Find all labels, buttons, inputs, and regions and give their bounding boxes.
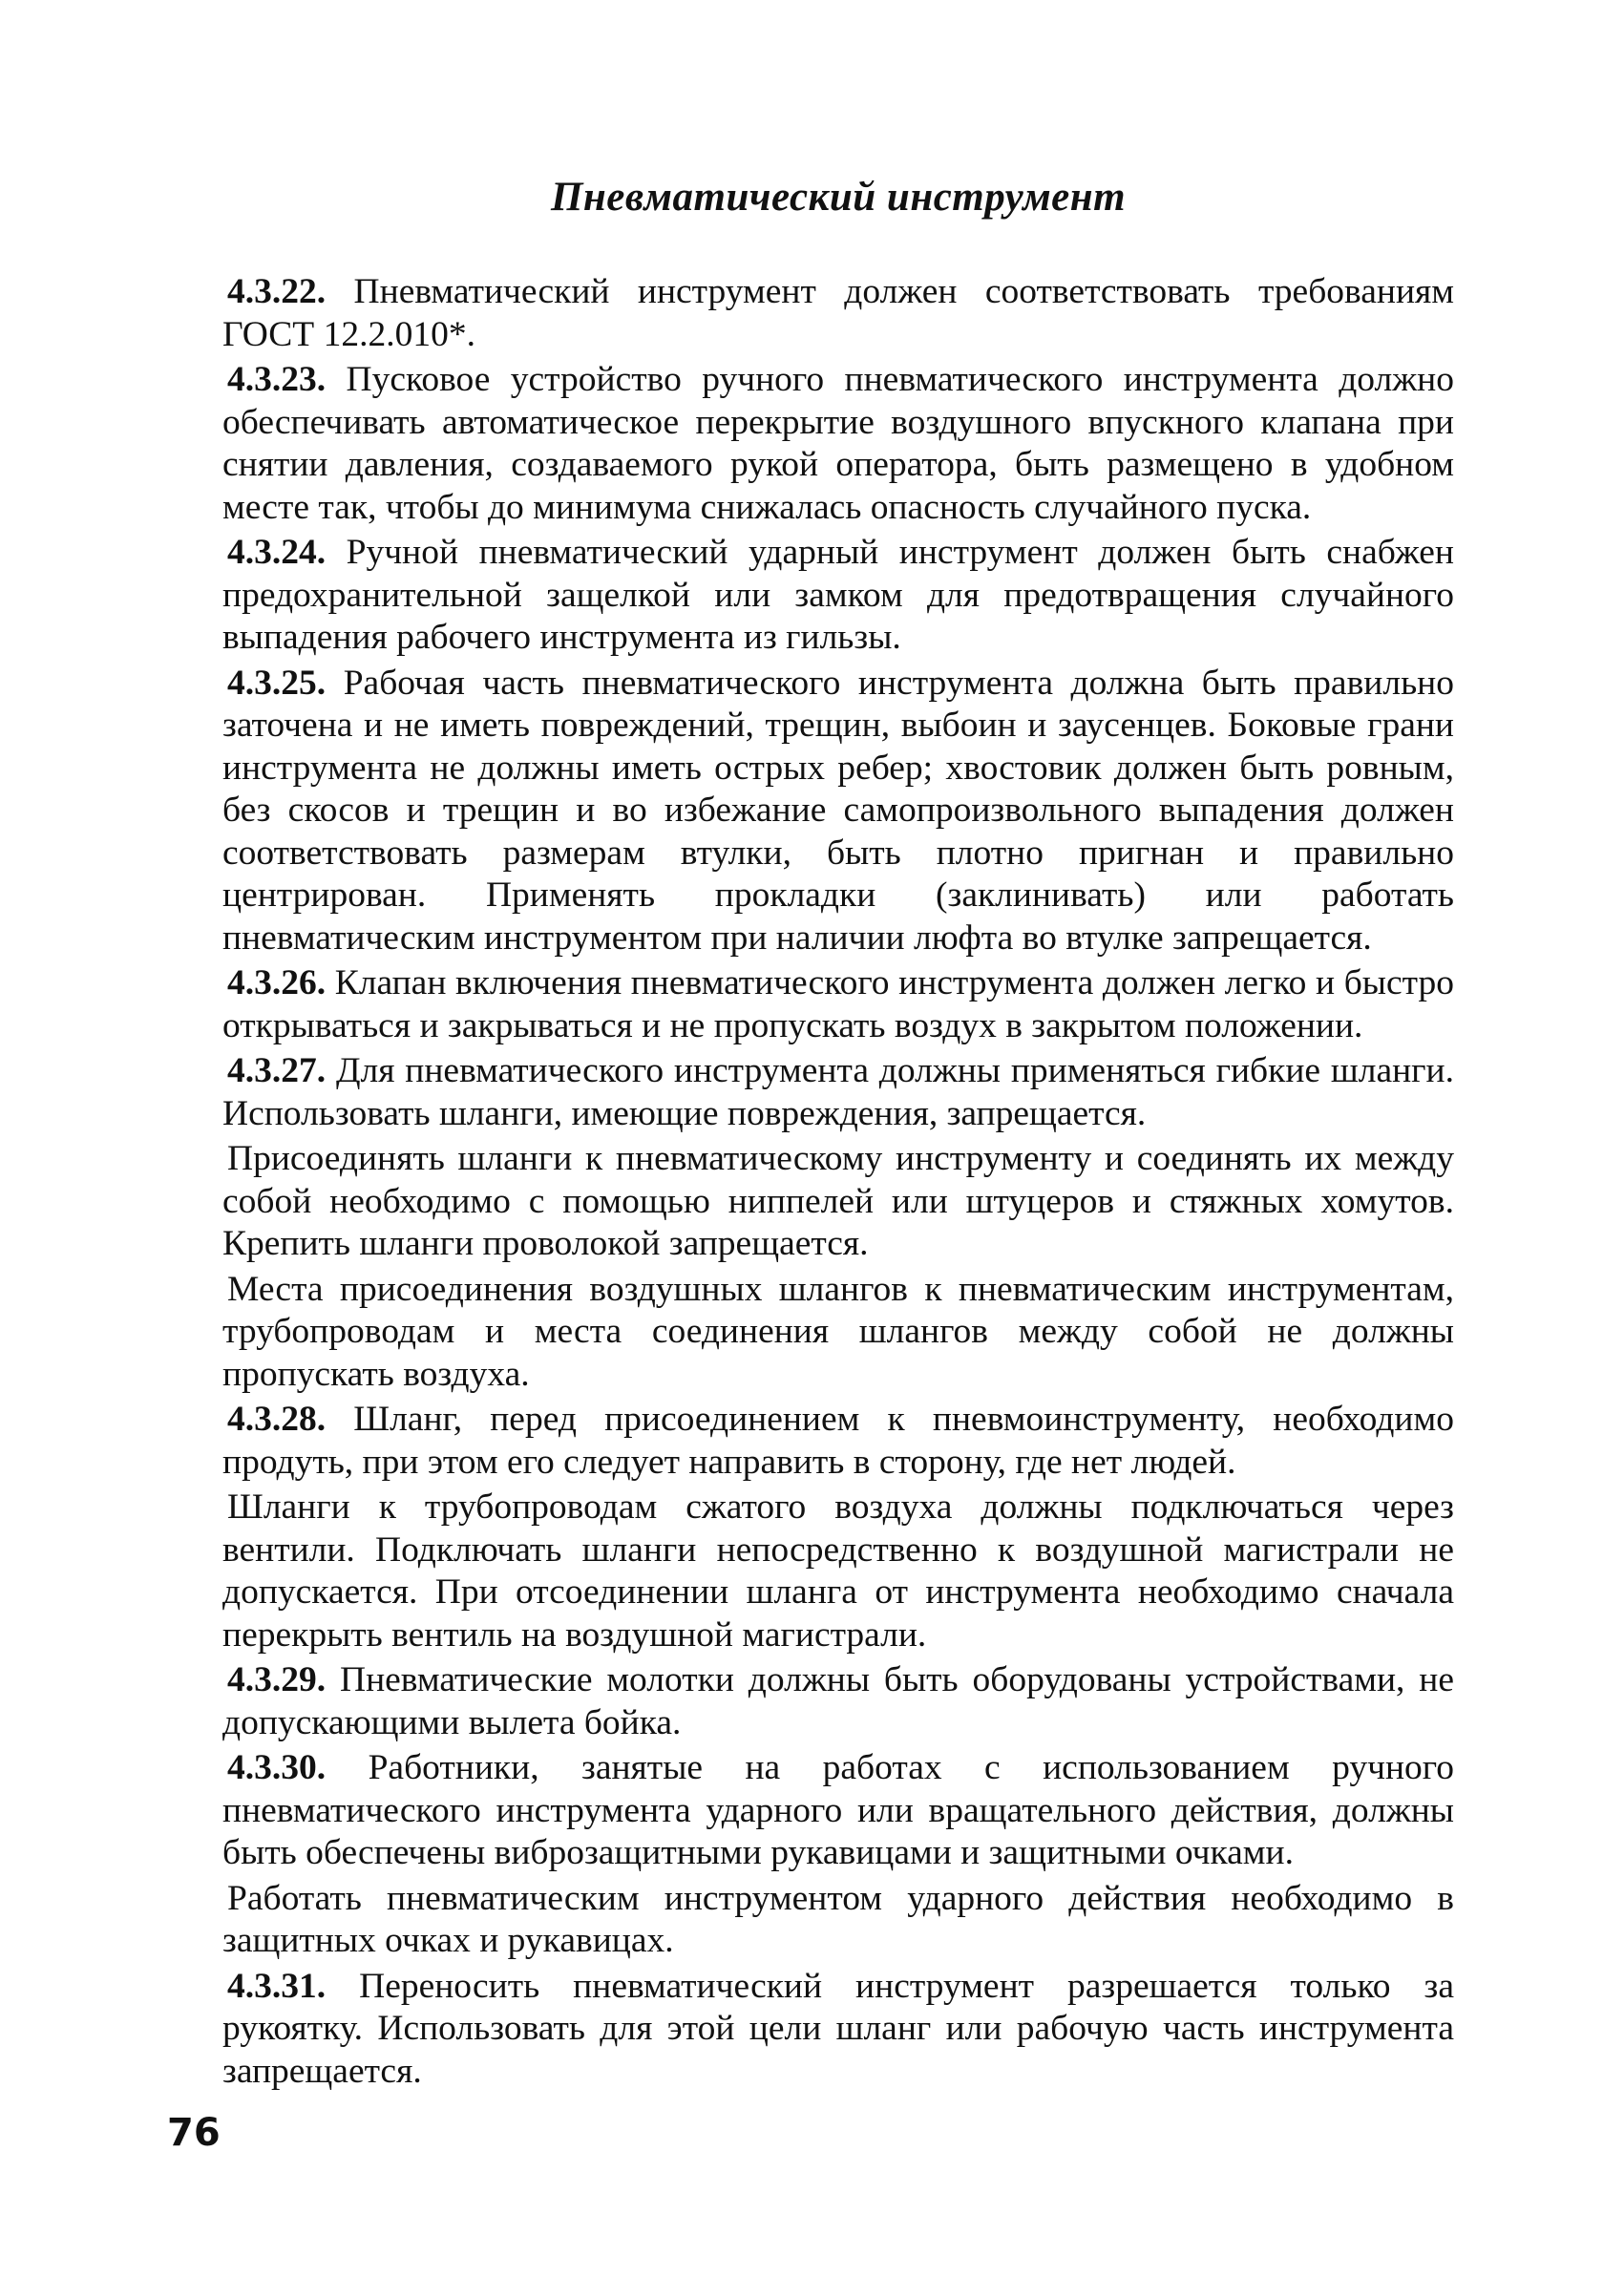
paragraph-4-3-27 bbox=[222, 1050, 1454, 1135]
clause-text: Ручной пневматический ударный инструмент должен быть снабжен предохранительной защелкой или замком для предотвращения случайного выпадения рабочего инструмента из гильзы. bbox=[222, 533, 1454, 657]
clause-number: 4.3.26. bbox=[227, 963, 327, 1002]
page-number: 76 bbox=[167, 2111, 221, 2155]
paragraph-text: Работать пневматическим инструментом ударного действия необходимо в защитных очках и рукавицах. bbox=[222, 1878, 1454, 1960]
paragraph-4-3-24 bbox=[222, 532, 1454, 660]
clause-number: 4.3.31. bbox=[227, 1966, 327, 2006]
paragraph-4-3-25 bbox=[222, 663, 1454, 960]
paragraph-text: Шланги к трубопроводам сжатого воздуха должны подключаться через вентили. Подключать шланги непосредственно к воздушной магистрали не допускается. При отсоединении шланга от инструмента необходимо сначала перекрыть вентиль на воздушной магистрали. bbox=[222, 1487, 1454, 1655]
clause-number: 4.3.30. bbox=[227, 1748, 327, 1787]
clause-text: Для пневматического инструмента должны применяться гибкие шланги. Использовать шланги, имеющие повреждения, запрещается. bbox=[222, 1051, 1454, 1133]
paragraph-4-3-26 bbox=[222, 962, 1454, 1047]
clause-text: Пневматические молотки должны быть оборудованы устройствами, не допускающими вылета бойка. bbox=[222, 1660, 1454, 1742]
paragraph-connection-points bbox=[222, 1269, 1454, 1397]
paragraph-4-3-31 bbox=[222, 1966, 1454, 2094]
paragraph-4-3-29 bbox=[222, 1659, 1454, 1744]
clause-text: Пневматический инструмент должен соответствовать требованиям ГОСТ 12.2.010*. bbox=[222, 272, 1454, 354]
paragraph-protective-gear bbox=[222, 1878, 1454, 1963]
clause-number: 4.3.24. bbox=[227, 533, 327, 572]
paragraph-4-3-28 bbox=[222, 1399, 1454, 1484]
clause-text: Работники, занятые на работах с использованием ручного пневматического инструмента ударного или вращательного действия, должны быть обеспечены виброзащитными рукавицами и защитными очками. bbox=[222, 1748, 1454, 1872]
clause-text: Пусковое устройство ручного пневматического инструмента должно обеспечивать автоматическое перекрытие воздушного впускного клапана при снятии давления, создаваемого рукой оператора, быть размещено в удобном месте так, чтобы до минимума снижалась опасность случайного пуска. bbox=[222, 360, 1454, 527]
clause-number: 4.3.28. bbox=[227, 1400, 327, 1439]
clause-number: 4.3.23. bbox=[227, 360, 327, 399]
clause-text: Рабочая часть пневматического инструмента должна быть правильно заточена и не иметь повреждений, трещин, выбоин и заусенцев. Боковые грани инструмента не должны иметь острых ребер; хвостовик должен быть ровным, без скосов и трещин и во избежание самопроизвольного выпадения должен соответствовать размерам втулки, быть плотно пригнан и правильно центрирован. Применять прокладки (заклинивать) или работать пневматическим инструментом при наличии люфта во втулке запрещается. bbox=[222, 663, 1454, 958]
clause-number: 4.3.27. bbox=[227, 1051, 327, 1090]
paragraph-4-3-22 bbox=[222, 271, 1454, 356]
clause-text: Переносить пневматический инструмент разрешается только за рукоятку. Использовать для этой цели шланг или рабочую часть инструмента запрещается. bbox=[222, 1966, 1454, 2091]
paragraph-4-3-30 bbox=[222, 1747, 1454, 1875]
paragraph-4-3-23 bbox=[222, 359, 1454, 529]
document-page bbox=[222, 172, 1454, 2096]
clause-text: Шланг, перед присоединением к пневмоинструменту, необходимо продуть, при этом его следует направить в сторону, где нет людей. bbox=[222, 1400, 1454, 1482]
paragraph-hose-connection bbox=[222, 1138, 1454, 1266]
paragraph-text: Места присоединения воздушных шлангов к пневматическим инструментам, трубопроводам и места соединения шлангов между собой не должны пропускать воздуха. bbox=[222, 1269, 1454, 1394]
paragraph-text: Присоединять шланги к пневматическому инструменту и соединять их между собой необходимо с помощью ниппелей или штуцеров и стяжных хомутов. Крепить шланги проволокой запрещается. bbox=[222, 1139, 1454, 1263]
clause-number: 4.3.22. bbox=[227, 272, 327, 311]
clause-number: 4.3.29. bbox=[227, 1660, 327, 1699]
clause-text: Клапан включения пневматического инструмента должен легко и быстро открываться и закрываться и не пропускать воздух в закрытом положении. bbox=[222, 963, 1454, 1045]
section-title: Пневматический инструмент bbox=[550, 175, 1127, 220]
paragraph-hose-valves bbox=[222, 1487, 1454, 1656]
clause-number: 4.3.25. bbox=[227, 663, 327, 703]
